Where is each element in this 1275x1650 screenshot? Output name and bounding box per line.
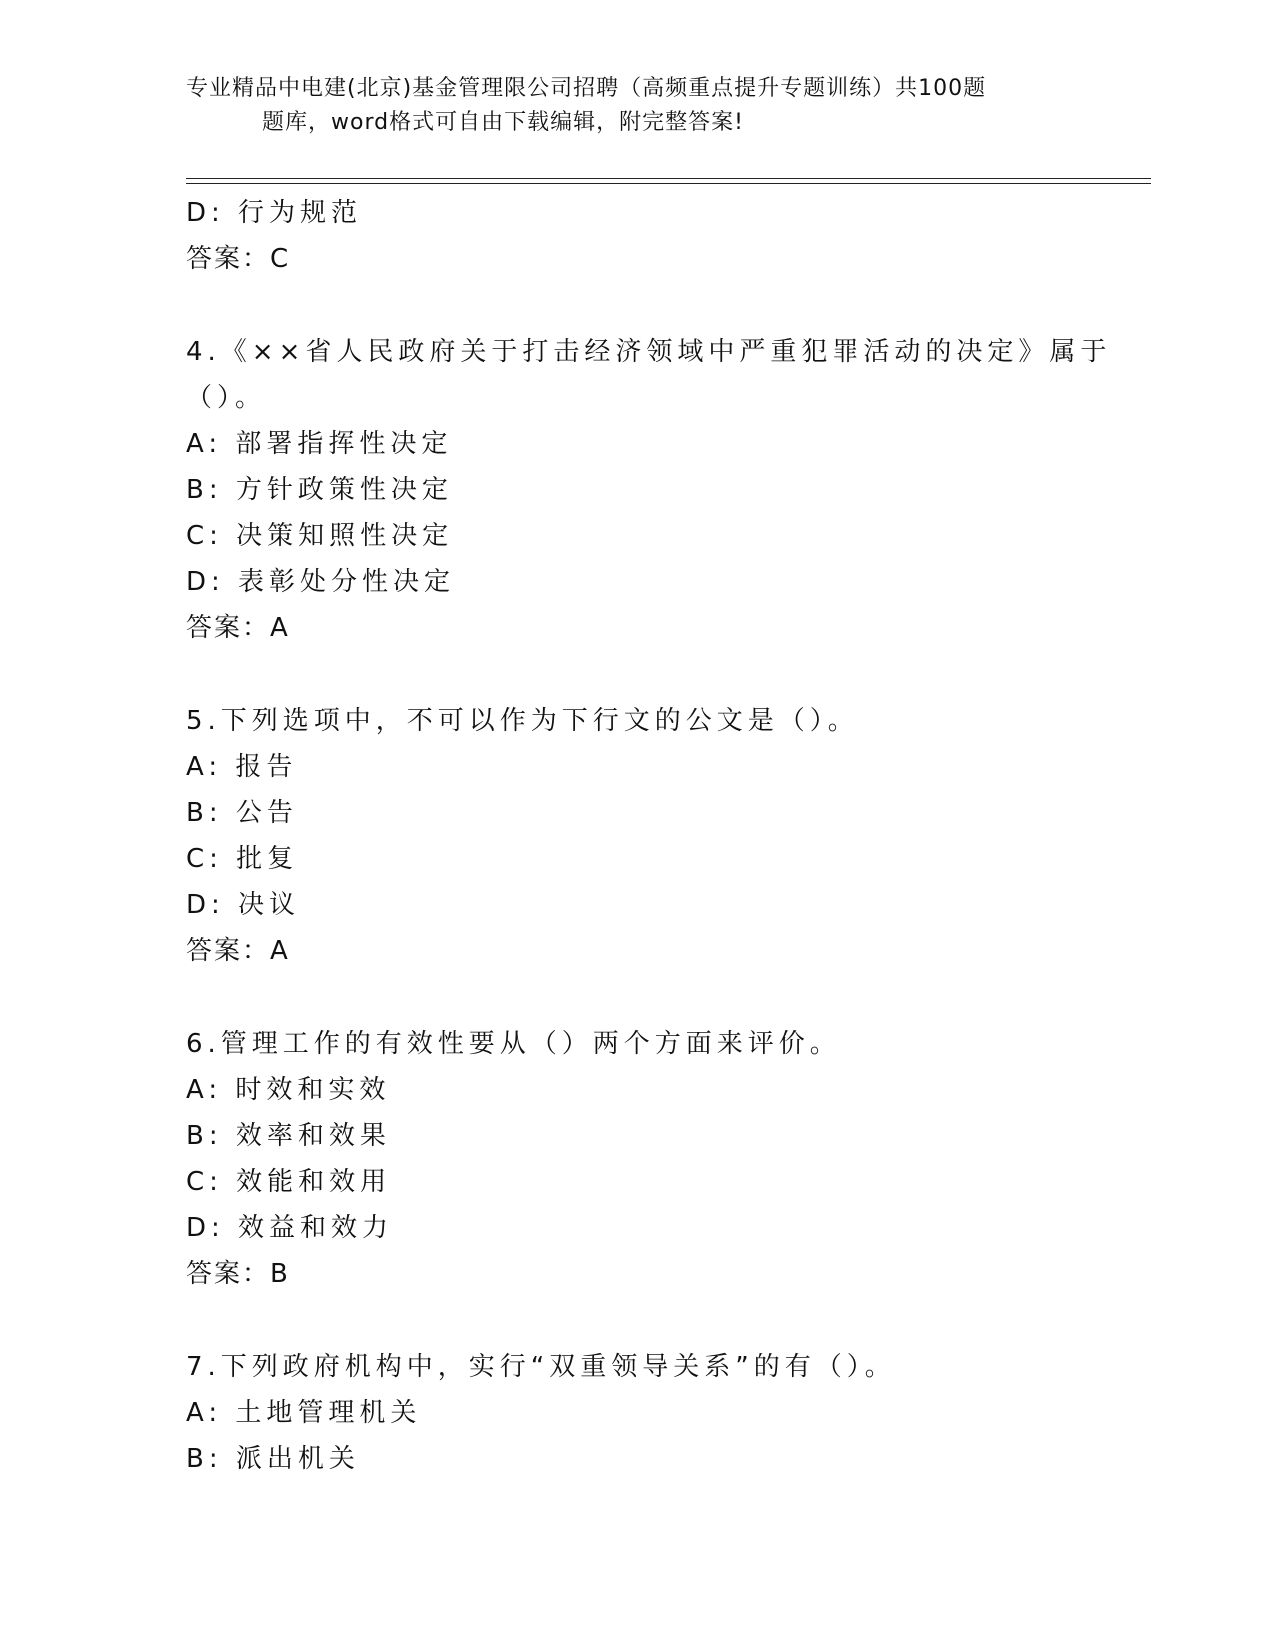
q4-stem-line1: 4.《××省人民政府关于打击经济领域中严重犯罪活动的决定》属于 <box>186 337 1112 367</box>
q5-answer: 答案：A <box>186 936 290 966</box>
q6-option-a: A: 时效和实效 <box>186 1075 391 1105</box>
question-list <box>186 190 1146 1482</box>
header-rule-top <box>186 178 1151 179</box>
q6-answer: 答案：B <box>186 1259 290 1289</box>
q7-option-b: B: 派出机关 <box>186 1444 360 1474</box>
q3-option-d: D: 行为规范 <box>186 198 363 228</box>
q5-option-b: B: 公告 <box>186 798 298 828</box>
header-title-line2: 题库，word格式可自由下载编辑，附完整答案! <box>262 110 744 135</box>
q7-stem: 7.下列政府机构中，实行“双重领导关系”的有（）。 <box>186 1352 896 1382</box>
q5-option-d: D: 决议 <box>186 890 301 920</box>
q4-option-c: C: 决策知照性决定 <box>186 521 454 551</box>
header-title-line1: 专业精品中电建(北京)基金管理限公司招聘（高频重点提升专题训练）共100题 <box>186 76 987 101</box>
document-header <box>186 72 1086 140</box>
q6-option-d: D: 效益和效力 <box>186 1213 394 1243</box>
q4-option-a: A: 部署指挥性决定 <box>186 429 453 459</box>
q4-option-b: B: 方针政策性决定 <box>186 475 453 505</box>
q3-answer: 答案：C <box>186 244 291 274</box>
q5-option-c: C: 批复 <box>186 844 299 874</box>
q6-stem: 6.管理工作的有效性要从（）两个方面来评价。 <box>186 1029 841 1059</box>
q6-option-b: B: 效率和效果 <box>186 1121 391 1151</box>
header-rule-bottom <box>186 183 1151 184</box>
q6-option-c: C: 效能和效用 <box>186 1167 392 1197</box>
q7-option-a: A: 土地管理机关 <box>186 1398 422 1428</box>
q4-option-d: D: 表彰处分性决定 <box>186 567 456 597</box>
q4-answer: 答案：A <box>186 613 290 643</box>
q5-stem: 5.下列选项中，不可以作为下行文的公文是（）。 <box>186 706 859 736</box>
q5-option-a: A: 报告 <box>186 752 298 782</box>
q4-stem-line2: （）。 <box>186 383 267 413</box>
